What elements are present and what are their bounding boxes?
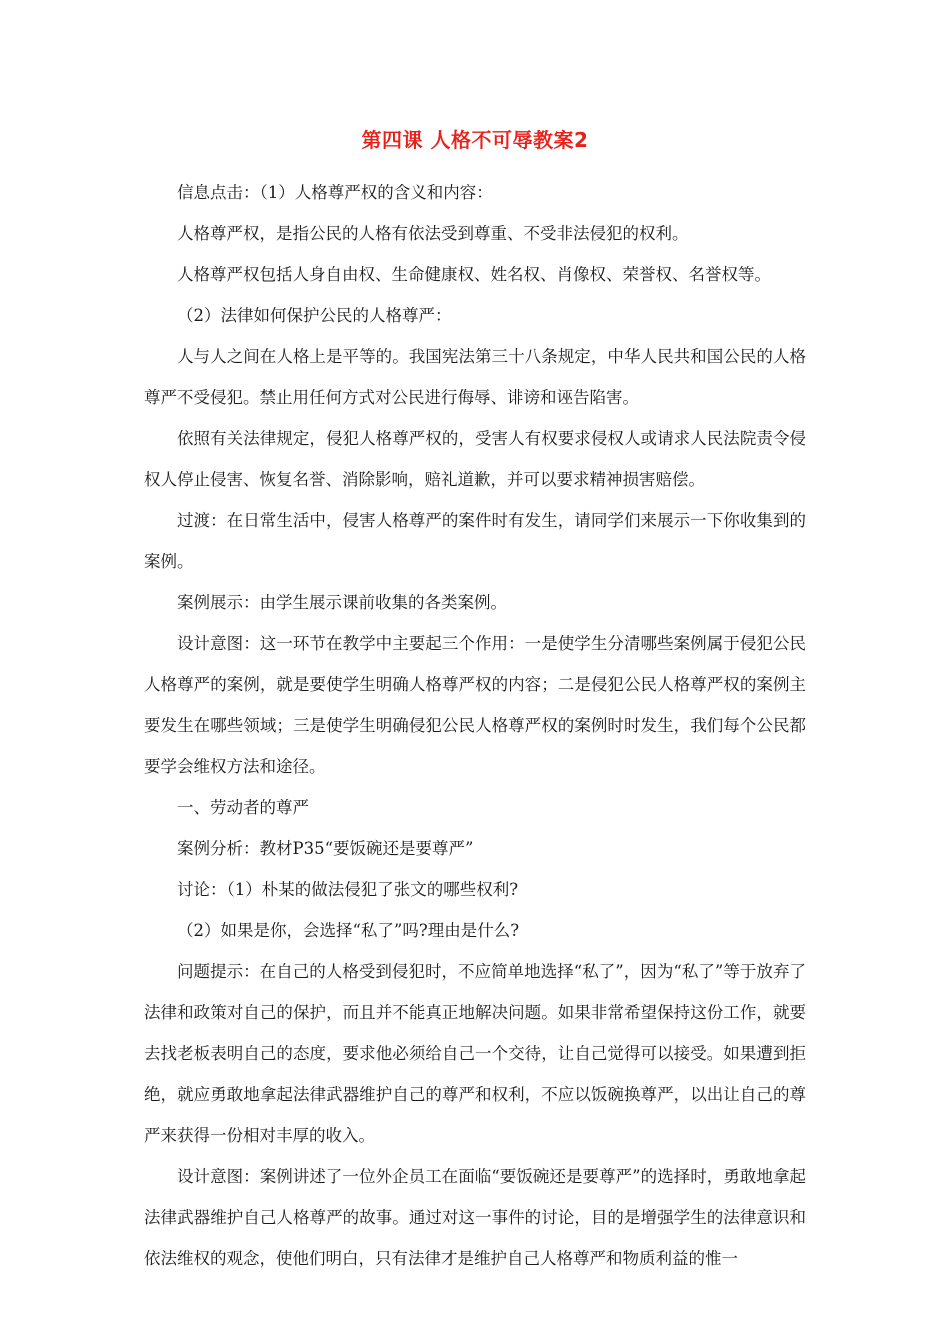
paragraph: 过渡：在日常生活中，侵害人格尊严的案件时有发生，请同学们来展示一下你收集到的案例。 [144, 511, 806, 571]
section-heading: 一、劳动者的尊严 [177, 798, 309, 817]
paragraph: 设计意图：案例讲述了一位外企员工在面临“要饭碗还是要尊严”的选择时，勇敢地拿起法律武器维护自己人格尊严的故事。通过对这一事件的讨论，目的是增强学生的法律意识和依法维权的观念，使他们明白，只有法律才是维护自己人格尊严和物质利益的惟一 [144, 1167, 806, 1268]
paragraph: 案例分析：教材P35“要饭碗还是要尊严” [177, 839, 474, 858]
document-title: 第四课 人格不可辱教案2 [361, 128, 589, 152]
document-body [144, 172, 806, 1279]
paragraph: 讨论：（1）朴某的做法侵犯了张文的哪些权利? [177, 880, 519, 899]
paragraph: （2）如果是你，会选择“私了”吗?理由是什么? [177, 921, 520, 940]
paragraph: 人格尊严权包括人身自由权、生命健康权、姓名权、肖像权、荣誉权、名誉权等。 [177, 265, 771, 284]
paragraph: 设计意图：这一环节在教学中主要起三个作用：一是使学生分清哪些案例属于侵犯公民人格尊严的案例，就是要使学生明确人格尊严权的内容；二是侵犯公民人格尊严权的案例主要发生在哪些领域；三是使学生明确侵犯公民人格尊严权的案例时时发生，我们每个公民都要学会维权方法和途径。 [144, 634, 806, 776]
paragraph: 问题提示：在自己的人格受到侵犯时，不应简单地选择“私了”，因为“私了”等于放弃了法律和政策对自己的保护，而且并不能真正地解决问题。如果非常希望保持这份工作，就要去找老板表明自己的态度，要求他必须给自己一个交待，让自己觉得可以接受。如果遭到拒绝，就应勇敢地拿起法律武器维护自己的尊严和权利，不应以饭碗换尊严，以出让自己的尊严来获得一份相对丰厚的收入。 [144, 962, 806, 1145]
paragraph: 人与人之间在人格上是平等的。我国宪法第三十八条规定，中华人民共和国公民的人格尊严不受侵犯。禁止用任何方式对公民进行侮辱、诽谤和诬告陷害。 [144, 347, 806, 407]
paragraph: 依照有关法律规定，侵犯人格尊严权的，受害人有权要求侵权人或请求人民法院责令侵权人停止侵害、恢复名誉、消除影响，赔礼道歉，并可以要求精神损害赔偿。 [144, 429, 806, 489]
paragraph: 人格尊严权，是指公民的人格有依法受到尊重、不受非法侵犯的权利。 [177, 224, 689, 243]
paragraph: （2）法律如何保护公民的人格尊严： [177, 306, 452, 325]
paragraph: 信息点击：（1）人格尊严权的含义和内容： [177, 183, 493, 202]
paragraph: 案例展示：由学生展示课前收集的各类案例。 [177, 593, 507, 612]
